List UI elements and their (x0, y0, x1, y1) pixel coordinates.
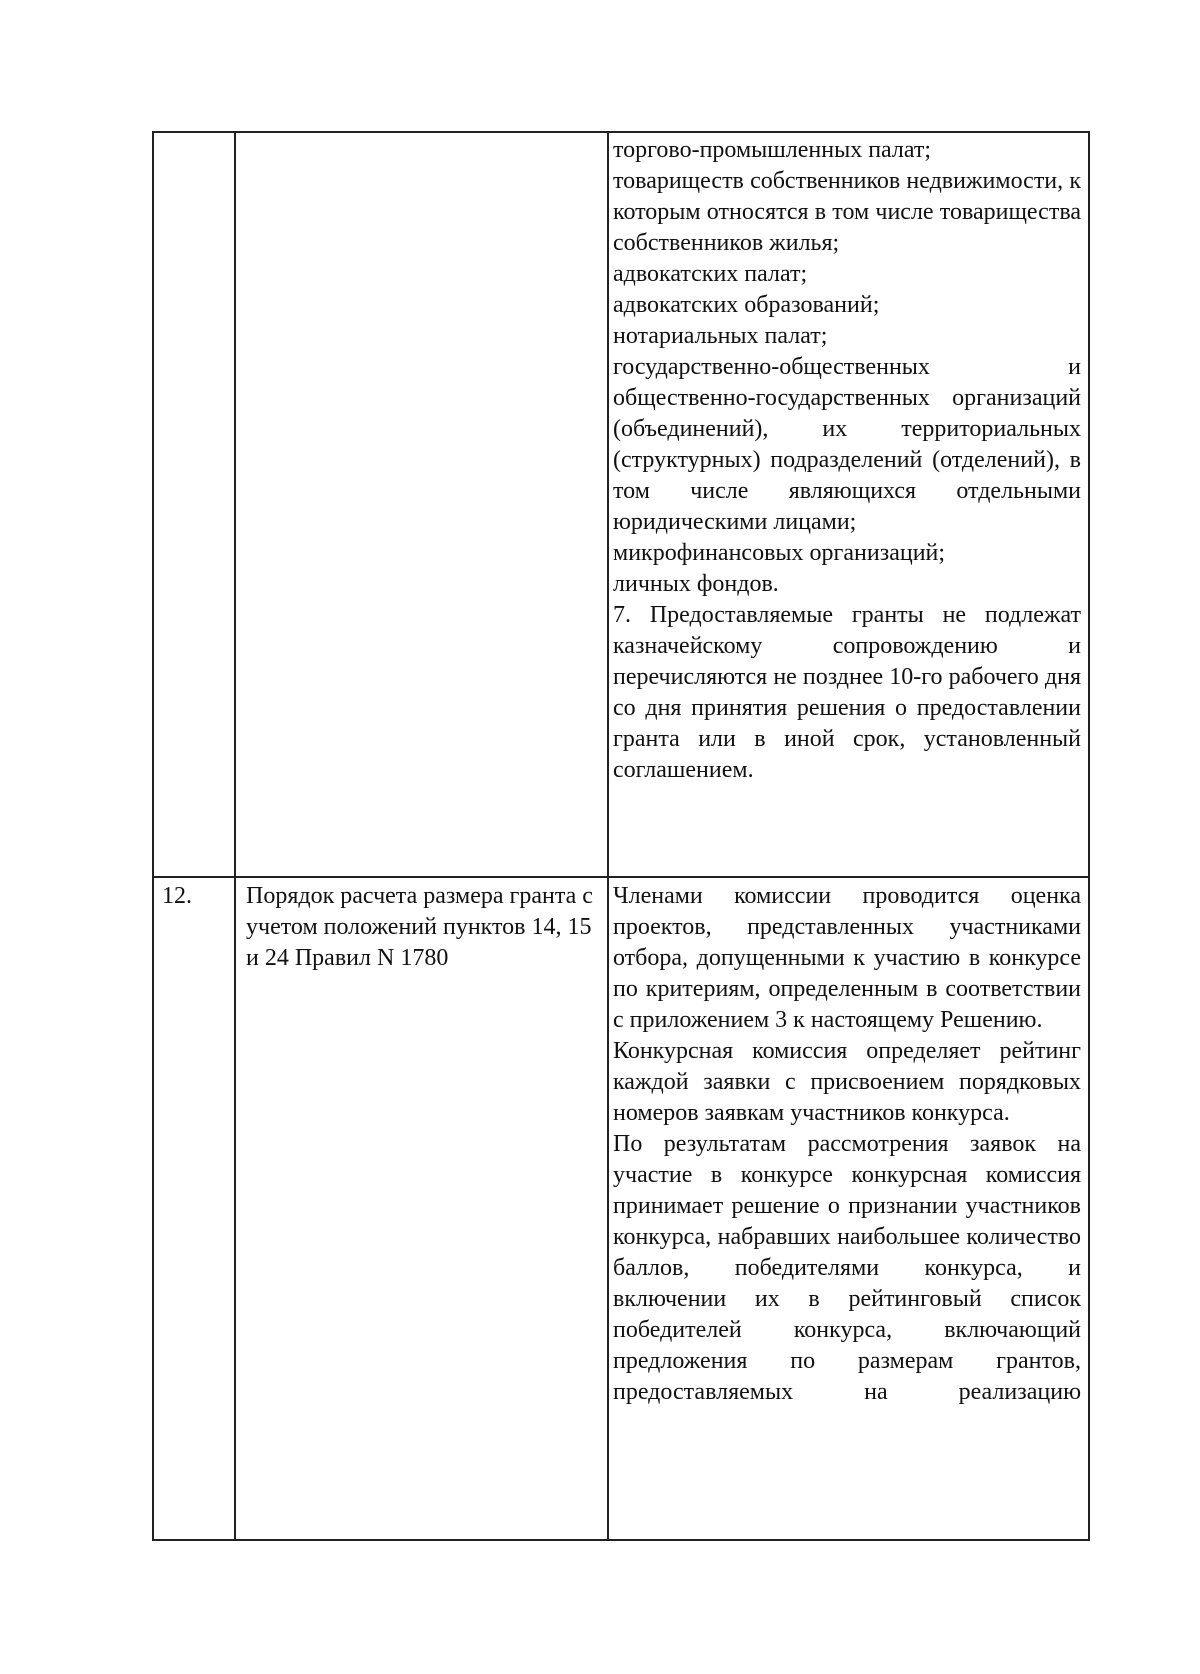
column-divider (234, 133, 236, 1539)
paragraph: Конкурсная комиссия определяет рейтинг каждой заявки с присвоением порядковых номеров заявкам участников конкурса. (613, 1038, 1081, 1126)
column-divider (607, 133, 609, 1539)
paragraph: нотариальных палат; (613, 323, 828, 349)
continued-row-content (613, 135, 1081, 786)
row-number: 12. (162, 883, 192, 909)
paragraph: 7. Предоставляемые гранты не подлежат казначейскому сопровождению и перечисляются не позднее 10-го рабочего дня со дня принятия решения о предоставлении гранта или в иной срок, установленный соглашением. (613, 602, 1081, 783)
paragraph: товариществ собственников недвижимости, к которым относятся в том числе товарищества собственников жилья; (613, 168, 1081, 256)
paragraph: адвокатских палат; (613, 261, 808, 287)
row-12-content (613, 881, 1081, 1408)
paragraph: По результатам рассмотрения заявок на участие в конкурсе конкурсная комиссия принимает решение о признании участников конкурса, набравших наибольшее количество баллов, победителями конкурса, и включении их в рейтинговый список победителей конкурса, включающий предложения по размерам грантов, предоставляемых на реализацию (613, 1131, 1081, 1405)
paragraph: Членами комиссии проводится оценка проектов, представленных участниками отбора, допущенными к участию в конкурсе по критериям, определенным в соответствии с приложением 3 к настоящему Решению. (613, 883, 1081, 1033)
paragraph: адвокатских образований; (613, 292, 880, 318)
row-title: Порядок расчета размера гранта с учетом положений пунктов 14, 15 и 24 Правил N 1780 (246, 883, 593, 971)
paragraph: микрофинансовых организаций; (613, 540, 946, 566)
paragraph: торгово-промышленных палат; (613, 137, 932, 163)
paragraph: личных фондов. (613, 571, 779, 597)
paragraph: государственно-общественных и общественно-государственных организаций (объединений), их территориальных (структурных) подразделений (отделений), в том числе являющихся отдельными юридическими лицами; (613, 354, 1081, 535)
document-table (152, 131, 1090, 1541)
row-divider (154, 876, 1088, 878)
